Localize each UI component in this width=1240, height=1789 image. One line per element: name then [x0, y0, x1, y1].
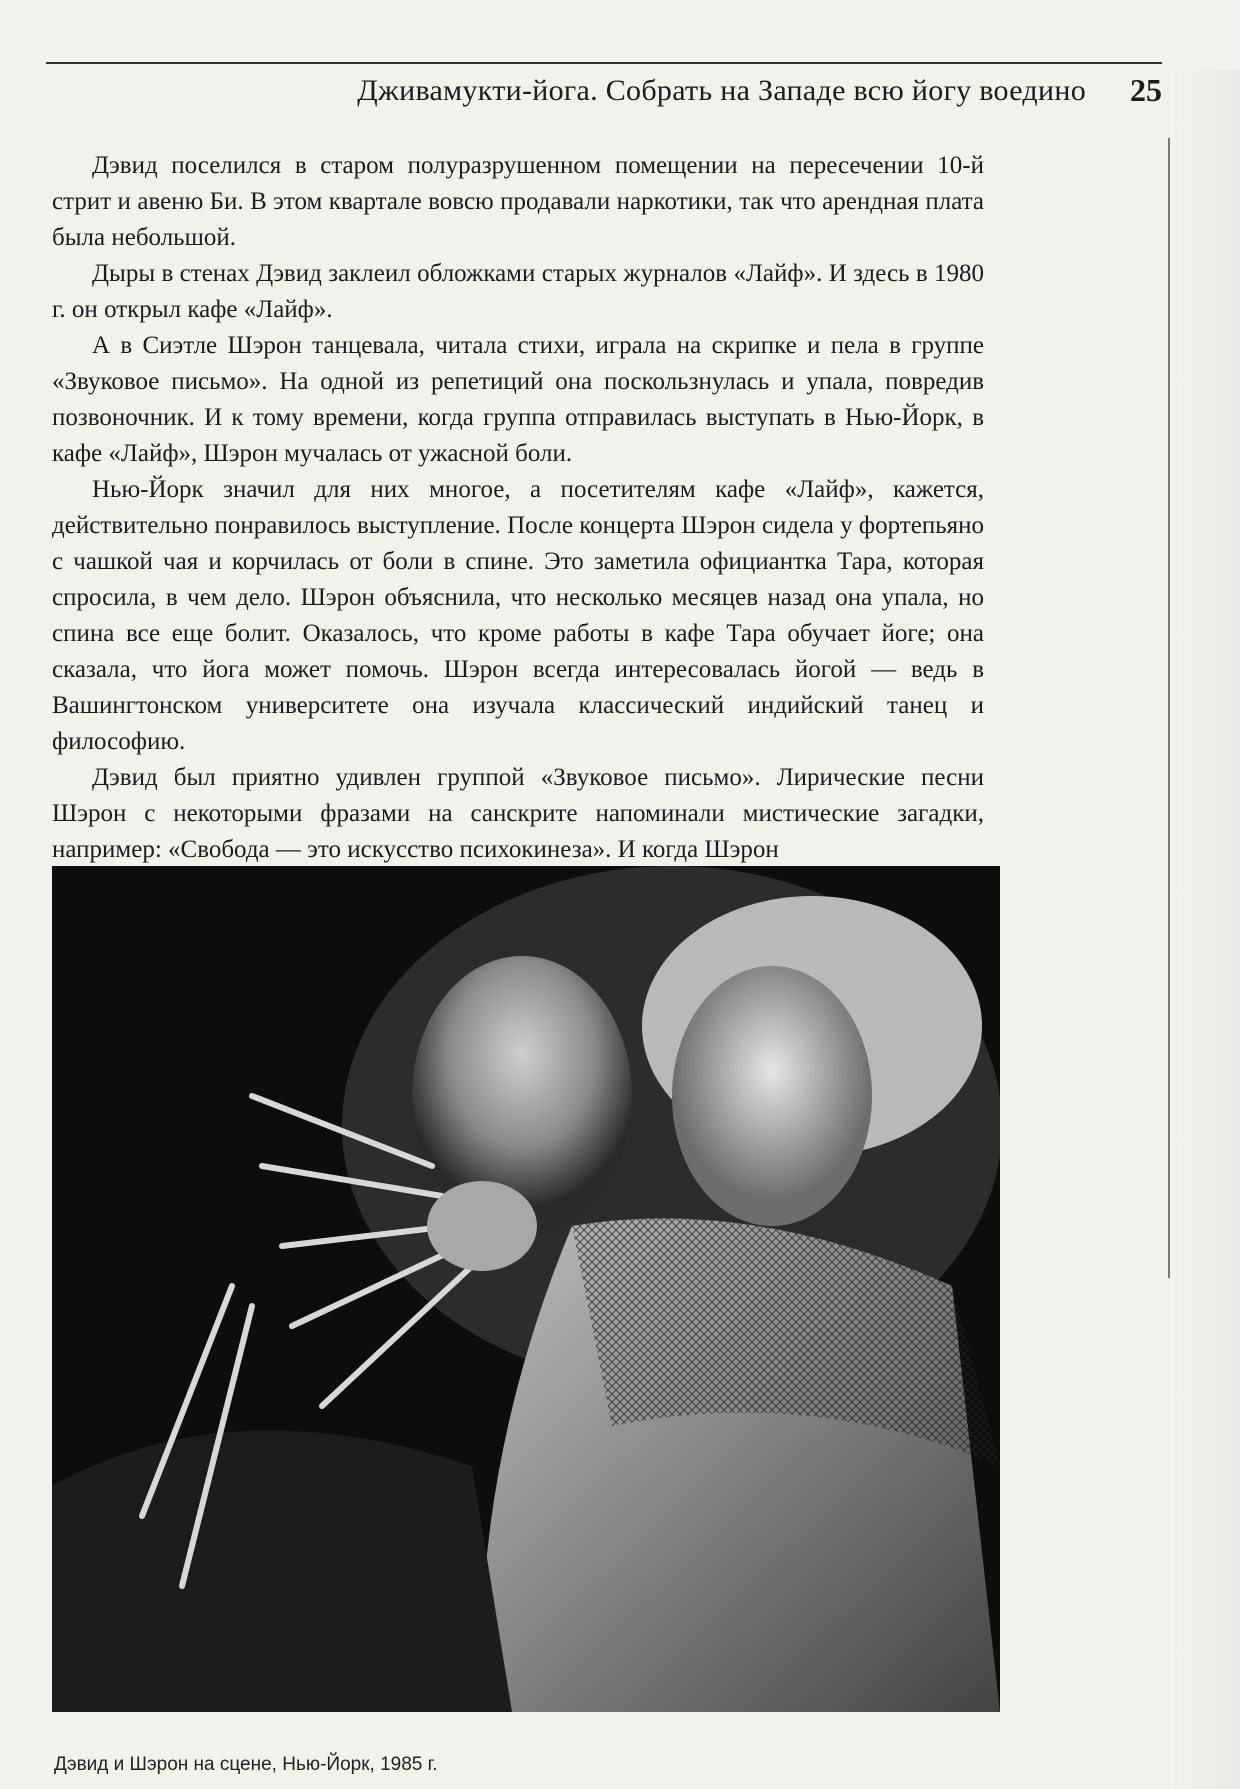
page-number: 25 [1130, 72, 1162, 108]
header-title: Дживамукти-йога. Собрать на Западе всю йогу воедино [357, 74, 1086, 107]
paragraph: Дэвид был приятно удивлен группой «Звуковое письмо». Лирические песни Шэрон с некоторыми фразами на санскрите напоминали мистические загадки, например: «Свобода — это искусство психокинеза». И когда Шэрон [52, 764, 984, 863]
paragraph: Дыры в стенах Дэвид заклеил обложками старых журналов «Лайф». И здесь в 1980 г. он открыл кафе «Лайф». [52, 260, 984, 323]
paragraph: Дэвид поселился в старом полуразрушенном помещении на пересечении 10-й стрит и авеню Би. В этом квартале вовсю продавали наркотики, так что арендная плата была небольшой. [52, 152, 984, 251]
paragraph: Нью-Йорк значил для них многое, а посетителям кафе «Лайф», кажется, действительно понравилось выступление. После концерта Шэрон сидела у фортепьяно с чашкой чая и корчилась от боли в спине. Это заметила официантка Тара, которая спросила, в чем дело. Шэрон объяснила, что несколько месяцев назад она упала, но спина все еще болит. Оказалось, что кроме работы в кафе Тара обучает йоге; она сказала, что йога может помочь. Шэрон всегда интересовалась йогой — ведь в Вашингтонском университете она изучала классический индийский танец и философию. [52, 476, 984, 755]
facing-page-edge [1170, 70, 1240, 1789]
paragraph: А в Сиэтле Шэрон танцевала, читала стихи, играла на скрипке и пела в группе «Звуковое письмо». На одной из репетиций она поскользнулась и упала, повредив позвоночник. И к тому времени, когда группа отправилась выступать в Нью-Йорк, в кафе «Лайф», Шэрон мучалась от ужасной боли. [52, 332, 984, 467]
page-fold-line [1168, 138, 1170, 1278]
photo-caption: Дэвид и Шэрон на сцене, Нью-Йорк, 1985 г. [54, 1754, 438, 1775]
running-header [46, 62, 1162, 108]
body-text [52, 148, 984, 868]
stage-photo [52, 866, 1000, 1712]
